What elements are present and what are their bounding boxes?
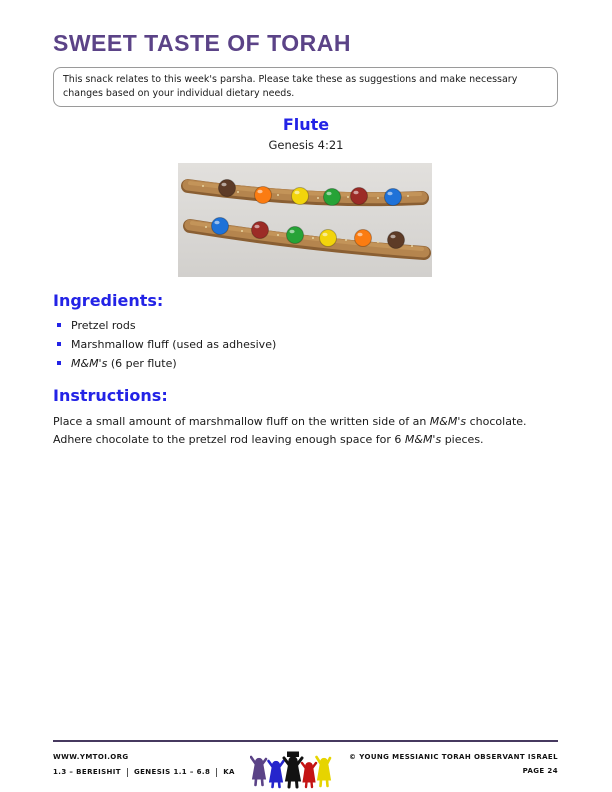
mm-candy xyxy=(385,189,402,206)
mm-candy xyxy=(255,187,272,204)
footer-website: WWW.YMTOI.ORG xyxy=(53,753,129,761)
ingredients-heading: Ingredients: xyxy=(53,291,164,310)
footer-parsha: 1.3 – BEREISHIT xyxy=(53,768,121,776)
footer-verses: GENESIS 1.1 – 6.8 xyxy=(133,768,211,776)
mm-highlight xyxy=(326,192,331,196)
pretzel-flutes-illustration xyxy=(178,163,432,277)
instructions-text-italic: M&M's xyxy=(404,432,442,446)
mm-candy xyxy=(324,189,341,206)
mm-highlight xyxy=(294,191,299,195)
recipe-photo xyxy=(178,163,432,277)
mm-highlight xyxy=(221,183,226,187)
instructions-text-italic: M&M's xyxy=(429,415,467,428)
instructions-paragraph xyxy=(53,413,535,448)
ingredient-text-italic: M&M's xyxy=(71,357,108,370)
page-title: SWEET TASTE OF TORAH xyxy=(53,30,351,56)
mm-candy xyxy=(351,188,368,205)
mm-highlight xyxy=(387,192,392,196)
page-footer xyxy=(53,748,558,788)
dancing-children-logo-icon xyxy=(250,748,334,790)
mm-candy xyxy=(219,180,236,197)
separator xyxy=(127,768,128,777)
bullet-icon xyxy=(57,361,61,365)
mm-highlight xyxy=(357,233,362,237)
mm-highlight xyxy=(390,235,395,239)
mm-candy xyxy=(355,230,372,247)
mm-candy xyxy=(320,230,337,247)
footer-left-block xyxy=(53,748,235,784)
mm-candy xyxy=(388,232,405,249)
mm-candy xyxy=(212,218,229,235)
bullet-icon xyxy=(57,342,61,346)
mm-highlight xyxy=(322,233,327,237)
mm-highlight xyxy=(214,221,219,225)
separator xyxy=(216,768,217,777)
instructions-heading: Instructions: xyxy=(53,386,168,405)
recipe-title: Flute xyxy=(282,115,330,134)
footer-right-block xyxy=(349,748,558,782)
notice-text: This snack relates to this week's parsha. Please take these as suggestions and make necessary changes based on your individual dietary needs. xyxy=(63,74,518,99)
recipe-verse-reference: Genesis 4:21 xyxy=(268,138,344,152)
mm-candy xyxy=(287,227,304,244)
ingredient-text: (6 per flute) xyxy=(107,357,177,370)
ymtoi-logo xyxy=(250,748,334,790)
footer-initials: KA xyxy=(223,768,235,776)
bullet-icon xyxy=(57,323,61,327)
mm-highlight xyxy=(257,190,262,194)
instructions-text: chocolate. Adhere chocolate to the pretzel rod leaving enough space for 6 xyxy=(53,415,527,446)
mm-highlight xyxy=(254,225,259,229)
footer-page-number: PAGE 24 xyxy=(522,767,558,775)
instructions-text: pieces. xyxy=(441,432,484,446)
list-item xyxy=(57,320,276,331)
footer-divider xyxy=(53,740,558,742)
ingredients-list xyxy=(57,320,276,377)
footer-copyright: © YOUNG MESSIANIC TORAH OBSERVANT ISRAEL xyxy=(349,753,558,761)
notice-box xyxy=(53,67,558,107)
mm-candy xyxy=(252,222,269,239)
ingredient-text: Pretzel rods xyxy=(71,319,136,332)
ingredient-text: Marshmallow fluff (used as adhesive) xyxy=(71,338,277,351)
list-item xyxy=(57,339,276,350)
mm-highlight xyxy=(289,230,294,234)
footer-meta xyxy=(53,768,235,777)
list-item xyxy=(57,358,276,369)
mm-candy xyxy=(292,188,309,205)
mm-highlight xyxy=(353,191,358,195)
instructions-text: Place a small amount of marshmallow fluff on the written side of an xyxy=(53,415,430,428)
